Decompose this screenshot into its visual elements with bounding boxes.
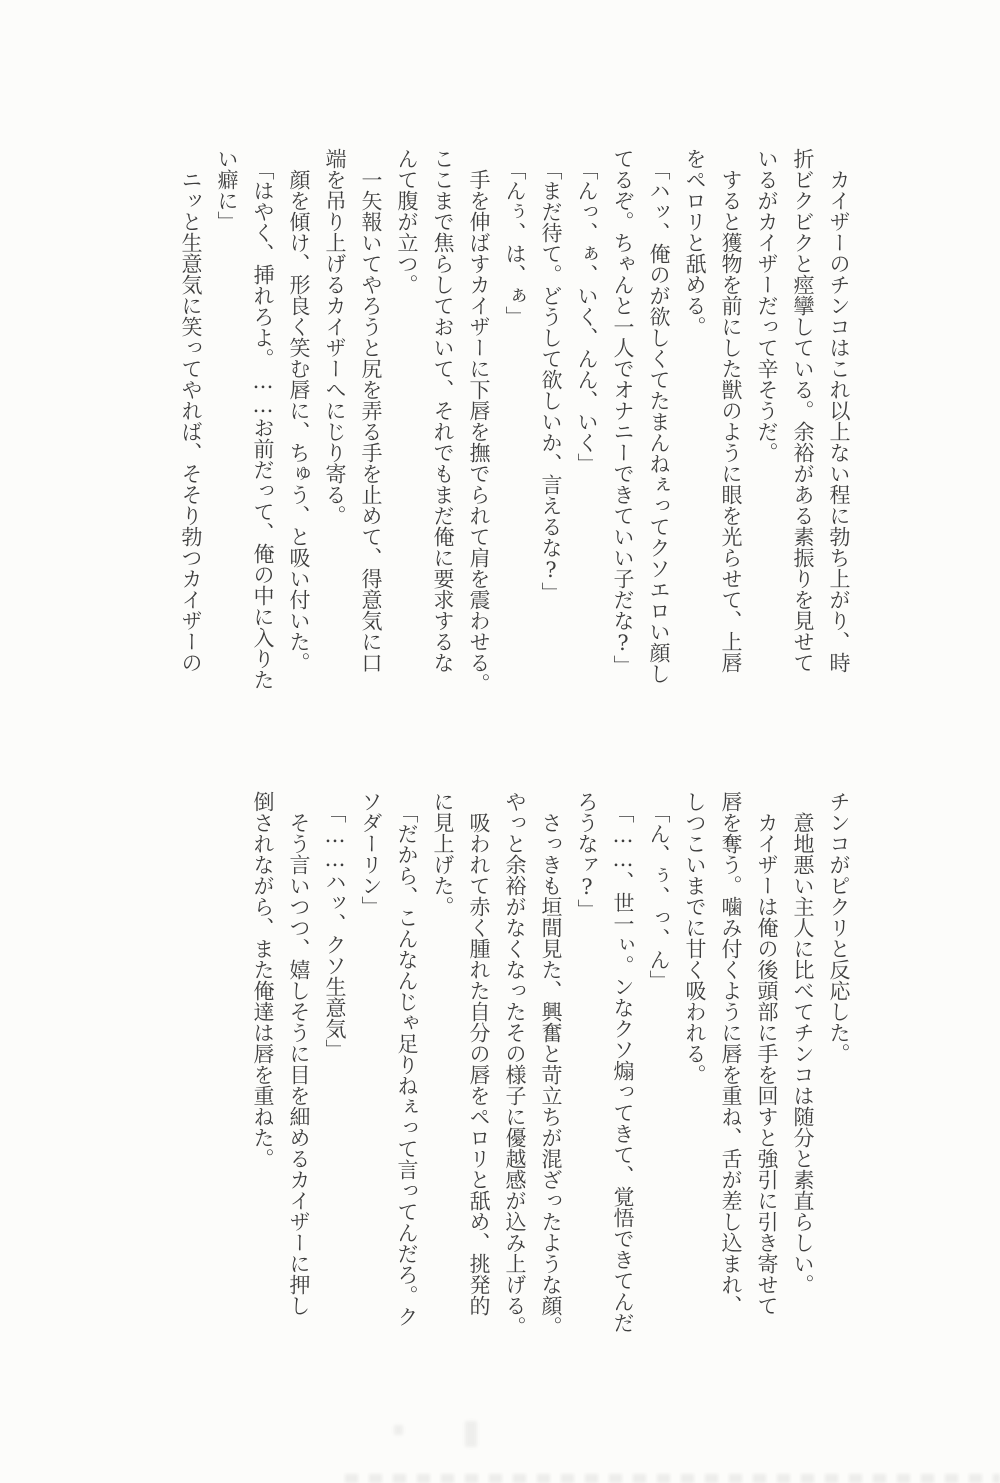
text-line: しつこいまでに甘く吸われる。 xyxy=(683,791,707,1085)
text-line: 一矢報いてやろうと尻を弄る手を止めて、得意気に口 xyxy=(359,169,383,673)
text-line: 唇を奪う。噛み付くように唇を重ね、舌が差し込まれ、 xyxy=(719,791,743,1316)
text-line: 顔を傾け、形良く笑む唇に、ちゅう、と吸い付いた。 xyxy=(287,169,311,673)
text-line: 吸われて赤く腫れた自分の唇をペロリと舐め、挑発的 xyxy=(467,812,491,1316)
page-bottom-bleed xyxy=(345,1474,1000,1483)
text-line: カイザーのチンコはこれ以上ない程に勃ち上がり、時 xyxy=(827,169,851,673)
text-block-bottom xyxy=(245,791,857,1349)
text-line: そう言いつつ、嬉しそうに目を細めるカイザーに押し xyxy=(287,812,311,1316)
text-line: ソダーリン」 xyxy=(359,791,383,917)
text-line: 「んっ、ぁ、いく、んん、いく」 xyxy=(575,158,599,474)
text-line: をペロリと舐める。 xyxy=(683,148,707,337)
text-line: に見上げた。 xyxy=(431,791,455,917)
text-line: んて腹が立つ。 xyxy=(395,148,419,295)
text-line: ろうなァ?」 xyxy=(575,791,599,920)
text-line: ここまで焦らしておいて、それでもまだ俺に要求するな xyxy=(431,148,455,673)
text-line: 「まだ待て。どうして欲しいか、言えるな?」 xyxy=(539,158,563,603)
bleed-speck xyxy=(394,1425,403,1435)
text-line: カイザーは俺の後頭部に手を回すと強引に引き寄せて xyxy=(755,812,779,1316)
text-line: 「ん、ぅ、っ、ん」 xyxy=(647,801,671,991)
text-line: やっと余裕がなくなったその様子に優越感が込み上げる。 xyxy=(503,791,527,1337)
text-block-top xyxy=(173,148,857,704)
text-line: 「……、世一ぃ。ンなクソ煽ってきて、覚悟できてんだ xyxy=(611,801,635,1333)
text-line: 「だから、こんなんじゃ足りねぇって言ってんだろ。ク xyxy=(395,801,419,1327)
text-line: てるぞ。ちゃんと一人でオナニーできていい子だな?」 xyxy=(611,148,635,676)
text-line: 「んぅ、は、ぁ」 xyxy=(503,158,527,327)
text-line: 端を吊り上げるカイザーへにじり寄る。 xyxy=(323,148,347,526)
bleed-speck xyxy=(465,1421,477,1447)
text-line: 折ビクビクと痙攣している。余裕がある素振りを見せて xyxy=(791,148,815,673)
text-line: 「ハッ、俺のが欲しくてたまんねぇってクソエロい顔し xyxy=(647,158,671,684)
text-line: さっきも垣間見た、興奮と苛立ちが混ざったような顔。 xyxy=(539,812,563,1337)
text-line: い癖に」 xyxy=(215,148,239,232)
text-line: 手を伸ばすカイザーに下唇を撫でられて肩を震わせる。 xyxy=(467,169,491,694)
text-line: 「はやく、挿れろよ。……お前だって、俺の中に入りた xyxy=(251,158,275,690)
text-line: 意地悪い主人に比べてチンコは随分と素直らしい。 xyxy=(791,812,815,1295)
text-line: いるがカイザーだって辛そうだ。 xyxy=(755,148,779,463)
text-line: 倒されながら、また俺達は唇を重ねた。 xyxy=(251,791,275,1169)
text-line: すると獲物を前にした獣のように眼を光らせて、上唇 xyxy=(719,169,743,673)
text-line: チンコがピクリと反応した。 xyxy=(827,791,851,1064)
text-line: ニッと生意気に笑ってやれば、そそり勃つカイザーの xyxy=(179,169,203,673)
text-line: 「……ハッ、クソ生意気」 xyxy=(323,801,347,1060)
